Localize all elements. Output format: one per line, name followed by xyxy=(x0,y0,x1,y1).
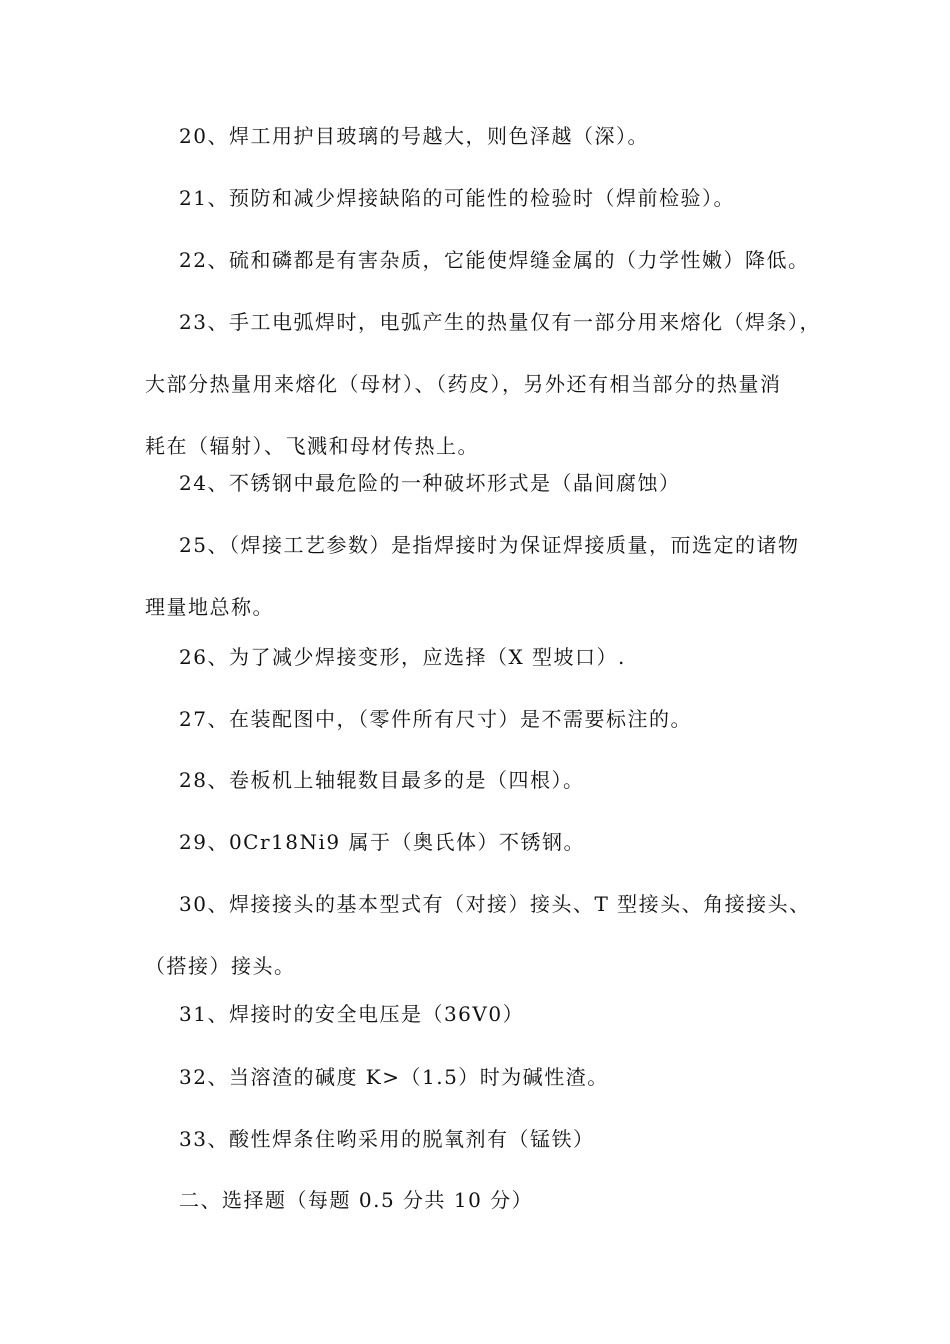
section-heading-text: 二、选择题（每题 0.5 分共 10 分） xyxy=(179,1188,534,1212)
question-25-line-2: 理量地总称。 xyxy=(145,595,274,619)
question-20 xyxy=(145,126,810,146)
question-26-line-1: 26、为了减少焊接变形，应选择（X 型坡口）. xyxy=(179,645,626,669)
section-heading xyxy=(145,1190,810,1210)
question-27-line-1: 27、在装配图中，（零件所有尺寸）是不需要标注的。 xyxy=(179,707,692,731)
question-28 xyxy=(145,770,810,790)
question-30 xyxy=(145,894,810,976)
question-26 xyxy=(145,647,810,667)
question-22-line-1: 22、硫和磷都是有害杂质，它能使焊缝金属的（力学性嫩）降低。 xyxy=(179,248,810,272)
question-23-line-1: 23、手工电弧焊时，电弧产生的热量仅有一部分用来熔化（焊条）， xyxy=(179,310,821,334)
question-29-line-1: 29、0Cr18Ni9 属于（奥氏体）不锈钢。 xyxy=(179,830,585,854)
question-25 xyxy=(145,535,810,617)
question-33-line-1: 33、酸性焊条住哟采用的脱氧剂有（锰铁） xyxy=(179,1127,595,1151)
question-25-line-1: 25、（焊接工艺参数）是指焊接时为保证焊接质量，而选定的诸物 xyxy=(179,533,800,557)
question-31 xyxy=(145,1004,810,1024)
question-29 xyxy=(145,832,810,852)
question-24 xyxy=(145,473,810,493)
question-23-line-2: 大部分热量用来熔化（母材）、（药皮），另外还有相当部分的热量消 xyxy=(145,372,782,396)
question-30-line-1: 30、焊接接头的基本型式有（对接）接头、T 型接头、角接接头、 xyxy=(179,892,811,916)
question-21-line-1: 21、预防和减少焊接缺陷的可能性的检验时（焊前检验）。 xyxy=(179,186,735,210)
question-24-line-1: 24、不锈钢中最危险的一种破坏形式是（晶间腐蚀） xyxy=(179,471,681,495)
question-23 xyxy=(145,310,821,458)
question-30-line-2: （搭接）接头。 xyxy=(145,954,296,978)
question-22 xyxy=(145,250,810,270)
question-33 xyxy=(145,1129,810,1149)
question-32-line-1: 32、当溶渣的碱度 K>（1.5）时为碱性渣。 xyxy=(179,1065,609,1089)
question-20-line-1: 20、焊工用护目玻璃的号越大，则色泽越（深）。 xyxy=(179,124,649,148)
question-27 xyxy=(145,709,810,729)
question-31-line-1: 31、焊接时的安全电压是（36V0） xyxy=(179,1002,525,1026)
question-28-line-1: 28、卷板机上轴辊数目最多的是（四根）。 xyxy=(179,768,585,792)
question-23-line-3: 耗在（辐射）、飞溅和母材传热上。 xyxy=(145,434,479,458)
question-32 xyxy=(145,1067,810,1087)
question-21 xyxy=(145,188,810,208)
